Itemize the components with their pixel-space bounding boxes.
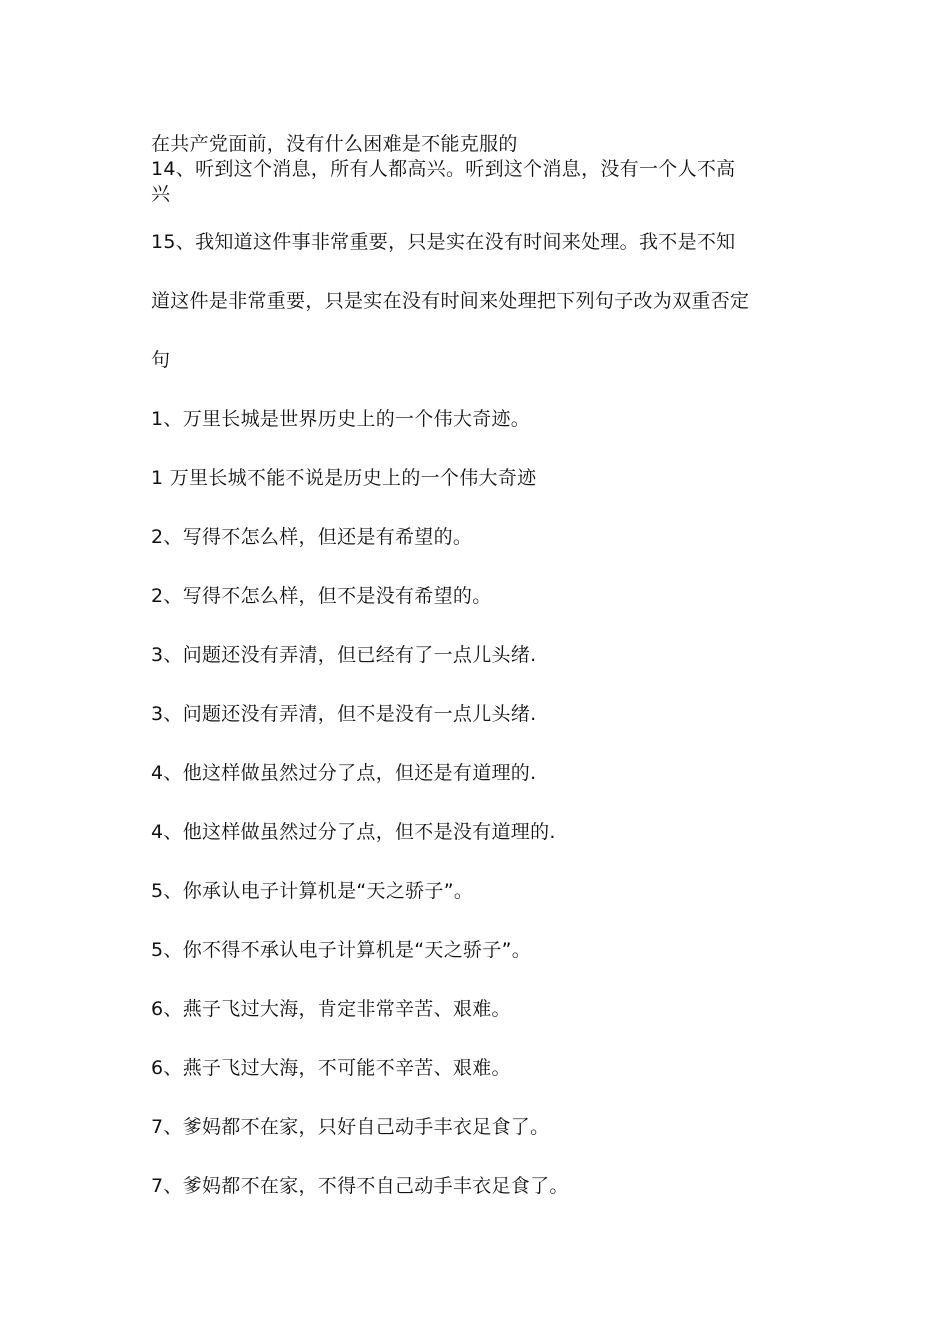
- text-line: 4、他这样做虽然过分了点，但不是没有道理的.: [151, 821, 556, 843]
- text-line: 1 万里长城不能不说是历史上的一个伟大奇迹: [151, 467, 537, 489]
- text-line: 4、他这样做虽然过分了点，但还是有道理的.: [151, 762, 537, 784]
- text-line: 7、爹妈都不在家，只好自己动手丰衣足食了。: [151, 1116, 550, 1138]
- text-line: 5、你承认电子计算机是“天之骄子”。: [151, 880, 474, 902]
- text-line: 道这件是非常重要，只是实在没有时间来处理把下列句子改为双重否定: [151, 290, 750, 312]
- text-line: 在共产党面前，没有什么困难是不能克服的: [151, 133, 518, 155]
- text-line: 3、问题还没有弄清，但不是没有一点儿头绪.: [151, 703, 537, 725]
- text-line: 句: [151, 349, 171, 371]
- text-line: 6、燕子飞过大海，肯定非常辛苦、艰难。: [151, 998, 511, 1020]
- text-line: 15、我知道这件事非常重要，只是实在没有时间来处理。我不是不知: [151, 231, 736, 253]
- text-line: 7、爹妈都不在家，不得不自己动手丰衣足食了。: [151, 1175, 569, 1197]
- text-line: 1、万里长城是世界历史上的一个伟大奇迹。: [151, 408, 531, 430]
- text-line: 2、写得不怎么样，但还是有希望的。: [151, 526, 473, 548]
- text-line: 6、燕子飞过大海，不可能不辛苦、艰难。: [151, 1057, 511, 1079]
- text-line: 3、问题还没有弄清，但已经有了一点儿头绪.: [151, 644, 537, 666]
- text-line: 2、写得不怎么样，但不是没有希望的。: [151, 585, 492, 607]
- text-line: 5、你不得不承认电子计算机是“天之骄子”。: [151, 939, 532, 961]
- text-line: 兴: [151, 183, 171, 205]
- text-line: 14、听到这个消息，所有人都高兴。听到这个消息，没有一个人不高: [151, 158, 736, 180]
